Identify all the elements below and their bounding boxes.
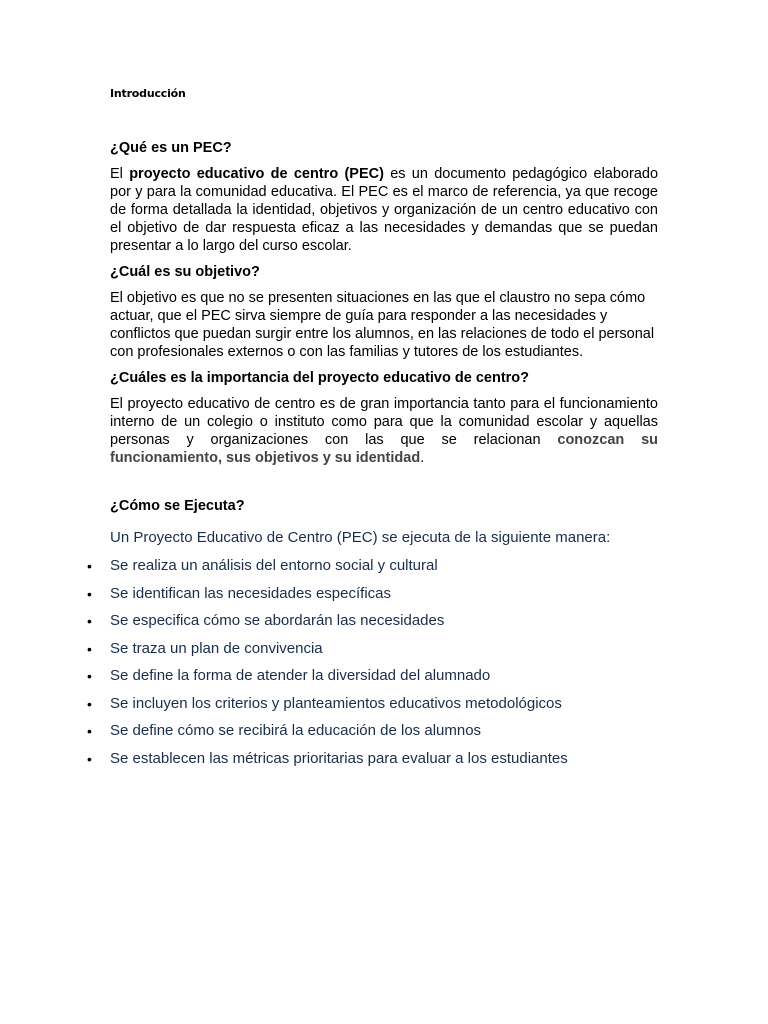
list-item [87,694,658,713]
list-item [87,667,658,685]
bullet-icon: • [87,585,92,602]
list-item [87,612,658,630]
steps-intro: Un Proyecto Educativo de Centro (PEC) se ejecuta de la siguiente manera: [110,529,611,546]
paragraph-importancia [110,395,658,467]
list-item-text: Se realiza un análisis del entorno social y cultural [110,557,438,574]
heading-importancia: ¿Cuáles es la importancia del proyecto educativo de centro? [110,370,530,386]
list-item [87,584,658,603]
bullet-icon: • [87,558,92,574]
paragraph-objetivo: El objetivo es que no se presenten situaciones en las que el claustro no sepa cómo actuar, que el PEC sirva siempre de guía para responder a las necesidades y conflictos que puedan surgir entre los alumnos, en las relaciones de todo el personal con profesionales externos o con las familias y tutores de los estudiantes. [110,290,655,360]
document-content [87,139,659,777]
list-item-text: Se establecen las métricas prioritarias para evaluar a los estudiantes [110,749,568,767]
paragraph-end: . [420,450,425,466]
introduction-title: Introducción [110,87,186,100]
bullet-icon: • [87,668,92,684]
bullet-icon: • [87,613,92,629]
bullet-icon: • [87,695,92,712]
list-item [87,749,658,768]
list-item-text: Se traza un plan de convivencia [110,639,323,657]
highlighted-phrase: conozcan su funcionamiento, sus objetivos y su identidad [110,432,658,466]
list-item-text: Se define cómo se recibirá la educación de los alumnos [110,722,482,739]
bullet-icon: • [87,640,92,657]
bullet-icon: • [87,723,92,739]
heading-como-se-ejecuta: ¿Cómo se Ejecuta? [110,498,245,514]
list-item [87,557,658,575]
list-item [87,639,658,658]
paragraph-importancia-body: El proyecto educativo de centro es de gran importancia tanto para el funcionamiento interno de un colegio o instituto como para que la comunidad escolar y aquellas personas y organizaciones con las que se relacionan [110,396,658,448]
list-item [87,722,658,740]
paragraph-rest: es un documento pedagógico elaborado por y para la comunidad educativa. El PEC es el marco de referencia, ya que recoge de forma detallada la identidad, objetivos y organización de un centro educativo con el objetivo de dar respuesta eficaz a las necesidades y demandas que se puedan presentar a lo largo del curso escolar. [110,166,659,254]
steps-list [87,557,658,768]
heading-objetivo: ¿Cuál es su objetivo? [110,264,260,280]
list-item-text: Se especifica cómo se abordarán las necesidades [110,612,445,629]
paragraph-lead: El [110,166,130,182]
heading-que-es-pec: ¿Qué es un PEC? [110,140,232,156]
list-item-text: Se define la forma de atender la diversidad del alumnado [110,667,491,684]
list-item-text: Se incluyen los criterios y planteamientos educativos metodológicos [110,694,562,712]
bold-term-pec: proyecto educativo de centro (PEC) [129,166,384,182]
paragraph-que-es-pec [110,165,658,255]
bullet-icon: • [87,750,92,767]
list-item-text: Se identifican las necesidades específicas [110,584,392,602]
